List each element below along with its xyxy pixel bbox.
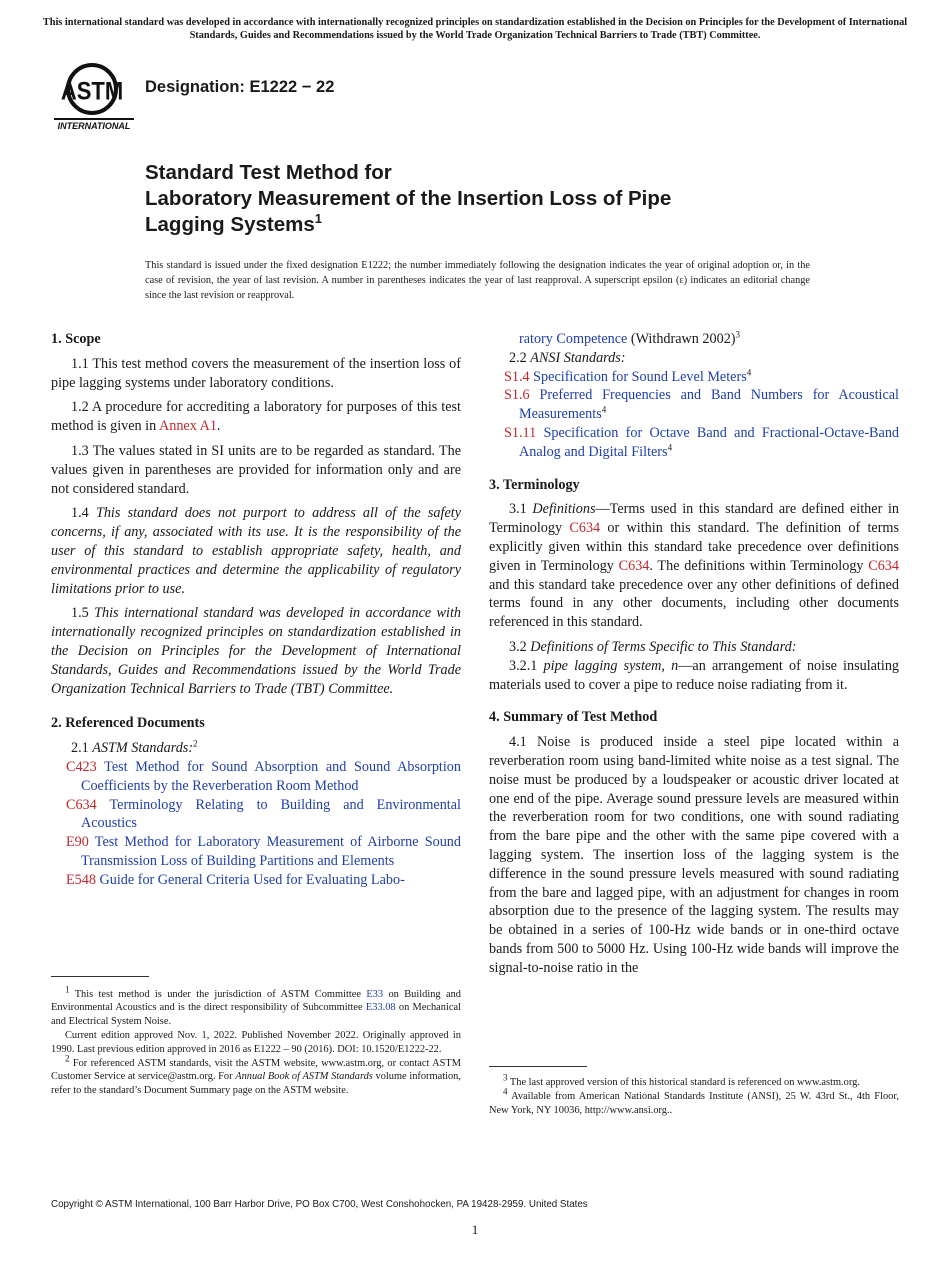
title-line-3: Lagging Systems	[145, 213, 315, 236]
ref-code-link[interactable]: S1.4	[504, 368, 530, 385]
right-column	[489, 330, 899, 984]
footnote-rule-right	[489, 1066, 587, 1067]
footnote-4: $^4$ Available from American National Standards Institute (ANSI), 25 W. 43rd St., 4th Floor, New York, NY 10036, http://www.ansi.org..	[489, 1086, 899, 1116]
ref-code-link[interactable]: E90	[66, 834, 89, 851]
paragraph-3-2: 3.2 Definitions of Terms Specific to This Standard:	[509, 638, 797, 655]
title-line-1: Standard Test Method for	[145, 161, 392, 184]
c634-link[interactable]: C634	[868, 557, 899, 574]
annex-a1-link[interactable]: Annex A1	[158, 418, 217, 435]
paragraph-1-1: 1.1 This test method covers the measurement of the insertion loss of pipe lagging systems under laboratory conditions.	[51, 355, 461, 391]
ref-s1-4: S1.4 Specification for Sound Level Meters$^4$	[504, 366, 752, 385]
footnotes-right	[489, 1072, 899, 1118]
ref-title-link[interactable]: Specification for Octave Band and Fractional-Octave-Band Analog and Digital Filters	[519, 424, 900, 460]
paragraph-1-2: 1.2 A procedure for accrediting a laboratory for purposes of this test method is given in Annex A1.	[51, 399, 461, 435]
footnote-rule-left	[51, 976, 149, 977]
section-heading-scope: 1. Scope	[51, 331, 101, 347]
issued-under-note: This standard is issued under the fixed designation E1222; the number immediately following the designation indicates the year of original adoption or, in the case of revision, the year of last revision. A number in parentheses indicates the year of last reapproval. A superscript epsilon (ε) indicates an editorial change since the last revision or reapproval.	[145, 260, 810, 301]
paragraph-1-3: 1.3 The values stated in SI units are to be regarded as standard. The values given in parentheses are provided for information only and are not considered standard.	[51, 442, 461, 497]
astm-standards-label: 2.1 ASTM Standards:$^2$	[71, 738, 198, 757]
ref-e90	[51, 833, 461, 871]
ref-c634	[51, 796, 461, 834]
section-heading-summary: 4. Summary of Test Method	[489, 709, 658, 726]
ref-s1-11: S1.11 Specification for Octave Band and Fractional-Octave-Band Analog and Digital Filters$^4$	[504, 424, 900, 460]
ref-title-link[interactable]: Test Method for Sound Absorption and Sound Absorption Coefficients by the Reverberation Room Method	[81, 758, 461, 794]
ref-e548-part2: ratory Competence (Withdrawn 2002)$^3$	[519, 329, 741, 347]
document-title	[145, 160, 825, 238]
ref-code-link[interactable]: E548	[66, 871, 96, 888]
copyright-line: Copyright © ASTM International, 100 Barr Harbor Drive, PO Box C700, West Conshohocken, PA 19428-2959. United States	[51, 1199, 588, 1210]
paragraph-3-2-1: 3.2.1 pipe lagging system, n—an arrangement of noise insulating materials used to cover a pipe to reduce noise radiating from it.	[489, 657, 900, 693]
section-heading-terminology: 3. Terminology	[489, 476, 580, 493]
left-column	[51, 330, 461, 890]
international-standard-notice: This international standard was developed in accordance with internationally recognized principles on standardization established in the Decision on Principles for the Development of International Standards, Guides and Recommendations issued by the World Trade Organization Technical Barriers to Trade (TBT) Committee.	[42, 17, 908, 41]
ref-title-link[interactable]: Terminology Relating to Building and Environmental Acoustics	[81, 796, 461, 832]
footnote-1: $^1$ This test method is under the jurisdiction of ASTM Committee E33 on Building and Environmental Acoustics and is the direct responsibility of Subcommittee E33.08 on Mechanical and Electrical System Noise.	[51, 984, 461, 1027]
section-heading-referenced-documents: 2. Referenced Documents	[51, 715, 205, 732]
ref-title-link[interactable]: Guide for General Criteria Used for Evaluating Labo-	[99, 871, 405, 888]
astm-international-logo	[52, 56, 136, 132]
svg-text:INTERNATIONAL: INTERNATIONAL	[57, 121, 131, 131]
ref-title-link[interactable]: Specification for Sound Level Meters	[533, 368, 747, 385]
paragraph-1-4: 1.4 This standard does not purport to address all of the safety concerns, if any, associated with its use. It is the responsibility of the user of this standard to establish appropriate safety, health, and environmental practices and determine the applicability of regulatory limitations prior to use.	[51, 505, 461, 597]
ref-title-link[interactable]: Test Method for Laboratory Measurement of Airborne Sound Transmission Loss of Building Partitions and Elements	[81, 834, 461, 869]
footnote-2: $^2$ For referenced ASTM standards, visit the ASTM website, www.astm.org, or contact ASTM Customer Service at service@astm.org. For Annual Book of ASTM Standards volume information, refer to the standard’s Document Summary page on the ASTM website.	[51, 1053, 461, 1096]
ref-code-link[interactable]: S1.6	[504, 387, 530, 404]
ref-title-link[interactable]: ratory Competence	[519, 331, 628, 347]
svg-text:ASTM: ASTM	[60, 78, 124, 107]
ref-c423	[51, 758, 461, 796]
c634-link[interactable]: C634	[618, 557, 650, 574]
footnote-3: $^3$ The last approved version of this historical standard is referenced on www.astm.org.	[503, 1072, 860, 1088]
title-footnote-ref[interactable]: 1	[314, 211, 322, 227]
paragraph-3-1: 3.1 Definitions—Terms used in this standard are defined either in Terminology C634 or within this standard. The definition of terms explicitly given within this standard take precedence over definitions given in Terminology C634. The definitions within Terminology C634 and this standard take precedence over any other definitions of defined terms found in any other documents, including other documents referenced in this standard.	[489, 501, 899, 631]
footnote-1-approval: Current edition approved Nov. 1, 2022. Published November 2022. Originally approved in 1990. Last previous edition approved in 2016 as E1222 – 90 (2016). DOI: 10.1520/E1222-22.	[51, 1030, 461, 1055]
ref-code-link[interactable]: C423	[66, 758, 97, 775]
committee-e33-link[interactable]: E33	[366, 989, 384, 1000]
ref-e548-part1	[51, 871, 461, 890]
paragraph-4-1: 4.1 Noise is produced inside a steel pipe located within a reverberation room using band-limited white noise as a test signal. The noise must be produced by a loudspeaker or acoustic driver located at one end of the pipe. Average sound pressure levels are measured within the reverberation room for two conditions, one with sound radiating from the bare pipe and the other with the same pipe covered with a lagging system. The insertion loss of the lagging system is the difference in the sound pressure levels measured with sound radiating from the bare and lagged pipe, with an adjustment for changes in room absorption due to the presence of the lagging system. The results may be obtained in a series of 100-Hz wide bands or in one-third octave bands from 500 to 5000 Hz. Using 100-Hz wide bands will improve the signal-to-noise ratio in the	[489, 734, 899, 976]
designation: Designation: E1222 − 22	[145, 78, 335, 96]
subcommittee-e33-08-link[interactable]: E33.08	[365, 1002, 396, 1014]
c634-link[interactable]: C634	[569, 520, 601, 537]
page-number: 1	[471, 1222, 479, 1237]
ref-code-link[interactable]: C634	[66, 796, 97, 813]
paragraph-1-5: 1.5 This international standard was developed in accordance with internationally recognized principles on standardization established in the Decision on Principles for the Development of International Standards, Guides and Recommendations issued by the World Trade Organization Technical Barriers to Trade (TBT) Committee.	[51, 605, 461, 697]
footnotes-left	[51, 984, 461, 1098]
ref-title-link[interactable]: Preferred Frequencies and Band Numbers for Acoustical Measurements	[519, 387, 900, 423]
ref-code-link[interactable]: S1.11	[504, 424, 537, 441]
title-line-2: Laboratory Measurement of the Insertion Loss of Pipe	[145, 187, 672, 210]
ref-s1-6: S1.6 Preferred Frequencies and Band Numbers for Acoustical Measurements$^4$	[504, 387, 900, 423]
ansi-standards-label: 2.2 ANSI Standards:	[509, 349, 626, 366]
